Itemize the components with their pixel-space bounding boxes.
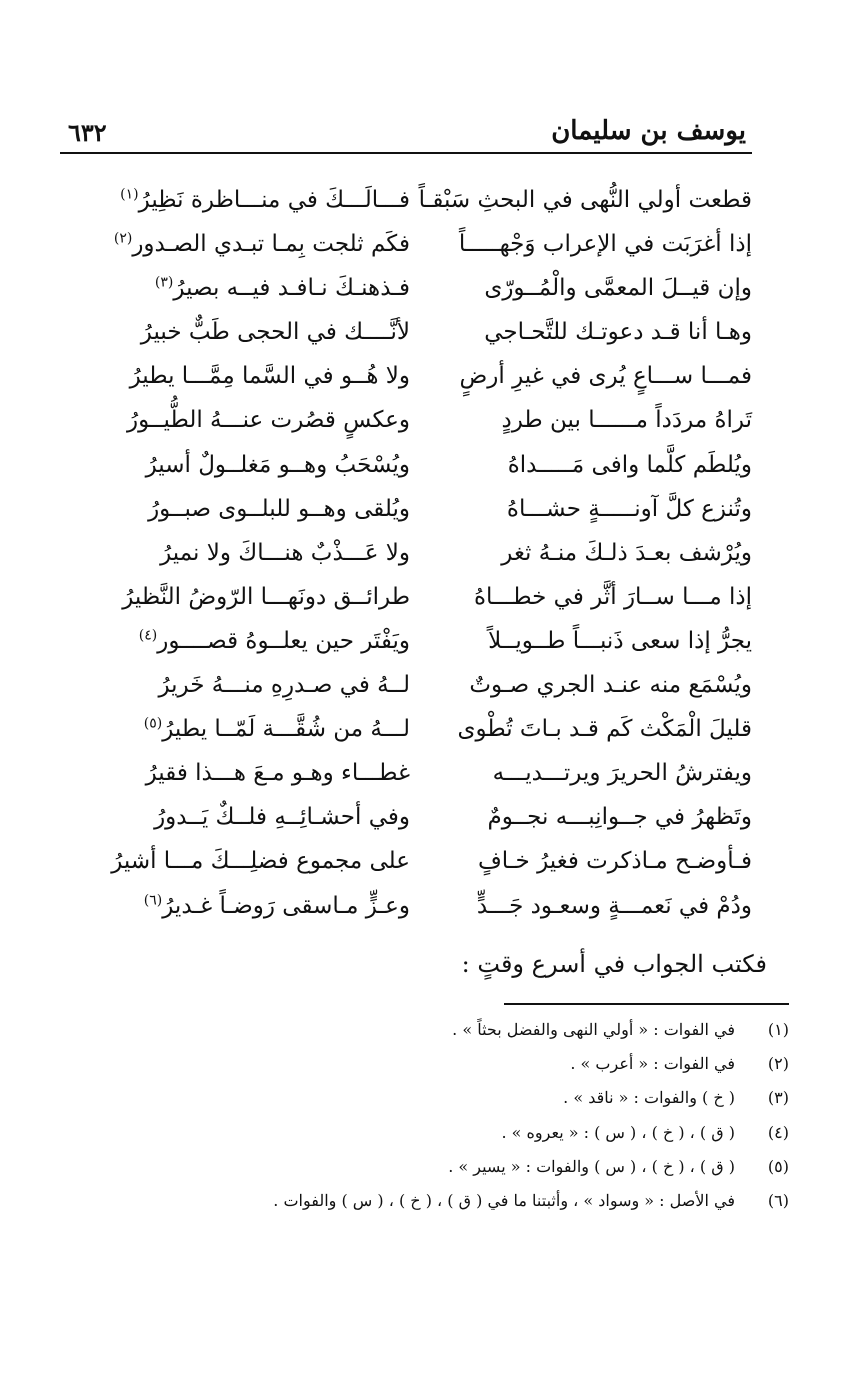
verse-second-hemistich-text: فـــالَـــكَ في منـــاظرة نَظِيرُ: [138, 187, 410, 213]
running-title: يوسف بن سليمان: [551, 116, 746, 146]
verse-first-hemistich: إذا مـــا ســارَ أثَّر في خطـــاهُ: [474, 583, 752, 610]
footnote-separator: [504, 1003, 789, 1005]
verse-row: [60, 222, 760, 266]
footnote-item: [109, 1081, 789, 1115]
verse-second-hemistich-text: لأنَّــــك في الحجى طَبٌّ خبيرُ: [140, 319, 410, 346]
verse-first-hemistich: وتُنزع كلَّ آونـــــةٍ حشـــاهُ: [506, 495, 752, 522]
verse-first-hemistich: وإن قيــلَ المعمَّى والْمُــورّى: [484, 275, 752, 302]
footnote-number: (٣): [767, 1088, 789, 1108]
verse-second-hemistich: [110, 354, 410, 398]
verse-second-hemistich: [110, 487, 410, 531]
verse-row: [60, 751, 760, 795]
footnote-item: [109, 1047, 789, 1081]
verse-second-hemistich: [110, 884, 410, 928]
verse-second-hemistich-text: وفي أحشـائِــهِ فلــكٌ يَــدورُ: [154, 804, 410, 831]
verse-second-hemistich-text: ولا عَـــذْبٌ هنـــاكَ ولا نميرُ: [160, 539, 410, 566]
verse-row: [60, 354, 760, 398]
footnote-text: في الفوات : « أولي النهى والفضل بحثاً » .: [452, 1020, 735, 1039]
verse-second-hemistich: [110, 398, 410, 442]
footnote-marker: (١): [120, 186, 139, 203]
footnote-text: ( ق ) ، ( خ ) ، ( س ) والفوات : « يسير » .: [448, 1156, 735, 1176]
verse-second-hemistich-text: على مجموع فضلِـــكَ مـــا أشيرُ: [111, 848, 410, 875]
verse-row: [60, 487, 760, 531]
verse-second-hemistich: [110, 266, 410, 310]
verse-first-hemistich: وهـا أنا قـد دعوتـك للتَّحـاجي: [484, 319, 752, 346]
verse-second-hemistich-text: ولا هُــو في السَّما مِمَّـــا يطيرُ: [129, 363, 410, 390]
verse-first-hemistich: ويُسْمَع منه عنـد الجري صـوتٌ: [469, 672, 752, 699]
verse-second-hemistich-text: ويُلقى وهــو للبلــوى صبــورُ: [148, 495, 410, 522]
verse-row: [60, 266, 760, 310]
verse-second-hemistich-text: فكَم ثلجت بِمـا تبـدي الصـدور: [132, 231, 410, 258]
verse-second-hemistich: [110, 663, 410, 707]
verse-row: [60, 531, 760, 575]
footnote-number: (٥): [767, 1156, 789, 1176]
footnote-number: (٢): [767, 1054, 789, 1074]
verse-first-hemistich: يجرُّ إذا سعى ذَنبـــاً طــويــلاً: [488, 627, 752, 654]
verse-second-hemistich-text: وعكسٍ قصُرت عنـــهُ الطُّيــورُ: [127, 407, 410, 434]
footnote-item: [109, 1116, 789, 1150]
verse-second-hemistich: [110, 222, 410, 266]
verse-row: [60, 884, 760, 928]
footnote-text: ( خ ) والفوات : « ناقد » .: [563, 1088, 735, 1108]
verse-second-hemistich: [110, 795, 410, 839]
verse-second-hemistich: [110, 531, 410, 575]
verse-first-hemistich: ويُلطَم كلَّما وافى مَـــــداهُ: [507, 451, 752, 478]
verse-first-hemistich: قليلَ الْمَكْث كَم قـد بـاتَ تُطْوى: [457, 716, 752, 743]
verse-second-hemistich: [110, 443, 410, 487]
verse-second-hemistich: [110, 178, 410, 222]
verse-row: [60, 839, 760, 883]
verse-second-hemistich-text: غطـــاء وهـو مـعَ هـــذا فقيرُ: [145, 760, 410, 787]
verse-row: [60, 178, 760, 222]
poem-verses: [60, 178, 760, 928]
footnote-item: [109, 1150, 789, 1184]
verse-second-hemistich-text: ويَفْتَر حين يعلــوهُ قصــــور: [157, 627, 410, 654]
footnote-marker: (٥): [143, 715, 163, 732]
verse-second-hemistich-text: لـــهُ من شُقَّـــة لَمّــا يطيرُ: [162, 716, 410, 743]
footnote-marker: (٢): [113, 230, 133, 247]
footnote-number: (٦): [767, 1190, 789, 1210]
verse-first-hemistich: تَراهُ مردَداً مــــــا بين طردٍ: [501, 407, 752, 434]
footnote-text: في الفوات : « أعرب » .: [570, 1054, 735, 1074]
verse-row: [60, 398, 760, 442]
verse-second-hemistich: [110, 619, 410, 663]
footnote-number: (٤): [767, 1122, 789, 1142]
verse-second-hemistich-text: لــهُ في صـدرِهِ منـــهُ خَريرُ: [158, 672, 410, 699]
verse-first-hemistich: إذا أغرَبَت في الإعراب وَجْهـــــاً: [458, 231, 752, 258]
verse-second-hemistich: [110, 751, 410, 795]
footnote-text: في الأصل : « وسواد » ، وأثبتنا ما في ( ق ) ، ( خ ) ، ( س ) والفوات .: [273, 1190, 735, 1210]
footnote-number: (١): [767, 1020, 789, 1039]
verse-first-hemistich: ودُمْ في نَعمـــةٍ وسعـود جَـــدٍّ: [476, 892, 752, 919]
verse-second-hemistich-text: طرائــق دونَهـــا الرّوضُ النَّظيرُ: [122, 583, 410, 610]
verse-first-hemistich: وتَظهرُ في جــوانِبـــه نجــومٌ: [487, 804, 752, 831]
footnotes: [109, 1013, 789, 1218]
page-header: [60, 112, 752, 154]
verse-first-hemistich: قطعت أولي النُّهى في البحثِ سَبْقـاً: [418, 187, 752, 213]
verse-row: [60, 663, 760, 707]
verse-row: [60, 575, 760, 619]
verse-first-hemistich: فمـــا ســـاعٍ يُرى في غيرِ أرضٍ: [459, 363, 752, 390]
verse-first-hemistich: ويفترشُ الحريرَ ويرتـــديـــه: [492, 760, 752, 787]
closing-line: فكتب الجواب في أسرع وقتٍ :: [461, 950, 767, 978]
verse-first-hemistich: فـأوضـح مـاذكرت فغيرُ خـافٍ: [477, 848, 752, 875]
footnote-marker: (٣): [154, 274, 174, 291]
verse-row: [60, 619, 760, 663]
verse-second-hemistich: [110, 310, 410, 354]
verse-second-hemistich-text: ويُسْحَبُ وهــو مَغلــولٌ أسيرُ: [145, 451, 410, 478]
verse-first-hemistich: ويُرْشف بعـدَ ذلـكَ منـهُ ثغر: [501, 539, 752, 566]
verse-second-hemistich: [110, 575, 410, 619]
verse-row: [60, 707, 760, 751]
footnote-marker: (٦): [143, 891, 163, 908]
verse-second-hemistich-text: وعـزٍّ مـاسقى رَوضـاً غـديرُ: [162, 892, 410, 919]
footnote-marker: (٤): [138, 627, 158, 644]
verse-second-hemistich: [110, 707, 410, 751]
verse-second-hemistich-text: فـذهنـكَ نـافـد فيــه بصيرُ: [173, 275, 410, 302]
verse-row: [60, 795, 760, 839]
page-number: ٦٣٢: [68, 118, 107, 147]
verse-second-hemistich: [110, 839, 410, 883]
verse-row: [60, 310, 760, 354]
footnote-item: [109, 1013, 789, 1047]
verse-row: [60, 443, 760, 487]
footnote-item: [109, 1184, 789, 1218]
footnote-text: ( ق ) ، ( خ ) ، ( س ) : « يعروه » .: [501, 1122, 735, 1142]
